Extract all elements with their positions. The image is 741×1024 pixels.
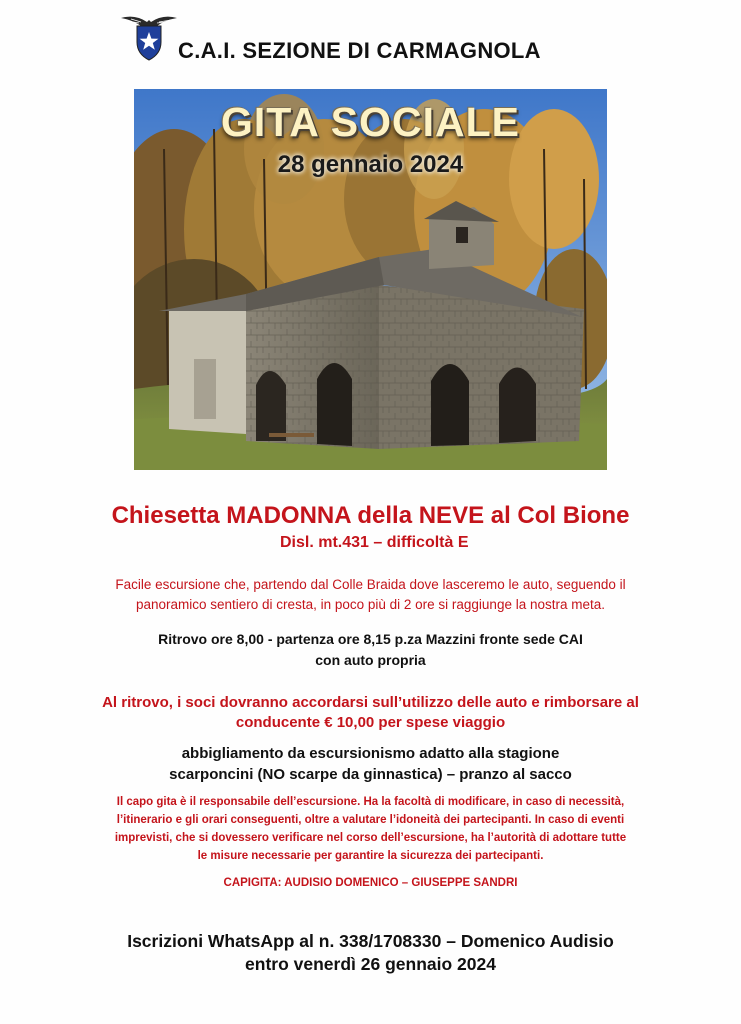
fee-line-2: conducente € 10,00 per spese viaggio <box>235 714 506 731</box>
photo-title: GITA SOCIALE <box>221 99 520 145</box>
fee-line-1: Al ritrovo, i soci dovranno accordarsi sull’utilizzo delle auto e rimborsare al <box>102 694 639 711</box>
meeting-line-2: con auto propria <box>315 652 426 668</box>
responsibility-line-1: Il capo gita è il responsabile dell’escursione. Ha la facoltà di modificare, in caso di necessità, <box>116 796 625 808</box>
gear-line-1: abbigliamento da escursionismo adatto alla stagione <box>181 745 560 762</box>
chapel-photo <box>134 89 607 470</box>
registration-line-2: entro venerdì 26 gennaio 2024 <box>245 954 496 974</box>
responsibility-line-4: le misure necessarie per garantire la sicurezza dei partecipanti. <box>197 850 544 862</box>
destination-subtitle: Disl. mt.431 – difficoltà E <box>280 534 469 551</box>
responsibility-line-2: l’itinerario e gli orari conseguenti, oltre a valutare l’idoneità dei partecipanti. In caso di eventi <box>116 814 625 826</box>
description-line-1: Facile escursione che, partendo dal Colle Braida dove lasceremo le auto, seguendo il <box>115 577 626 592</box>
meeting-line-1: Ritrovo ore 8,00 - partenza ore 8,15 p.za Mazzini fronte sede CAI <box>158 631 583 647</box>
cai-logo-icon <box>119 12 179 62</box>
description-line-2: panoramico sentiero di cresta, in poco più di 2 ore si raggiunge la nostra meta. <box>135 597 605 612</box>
destination-title: Chiesetta MADONNA della NEVE al Col Bione <box>111 502 630 529</box>
organization-title: C.A.I. SEZIONE DI CARMAGNOLA <box>178 38 541 63</box>
responsibility-line-3: imprevisti, che si dovessero verificare nel corso dell’escursione, ha l’autorità di adottare tutte <box>114 832 627 844</box>
registration-line-1: Iscrizioni WhatsApp al n. 338/1708330 – Domenico Audisio <box>127 931 614 951</box>
gear-line-2: scarponcini (NO scarpe da ginnastica) – pranzo al sacco <box>169 766 572 783</box>
trip-leaders: CAPIGITA: AUDISIO DOMENICO – GIUSEPPE SANDRI <box>223 877 518 889</box>
photo-date: 28 gennaio 2024 <box>277 151 464 178</box>
